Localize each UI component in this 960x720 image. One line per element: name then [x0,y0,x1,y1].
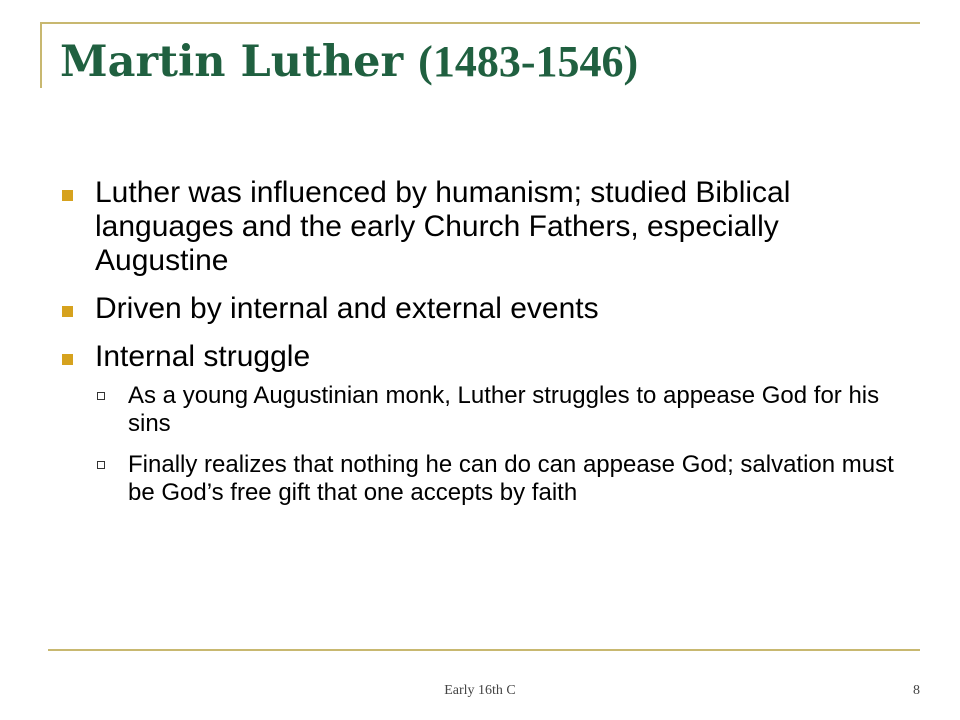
sub-bullet-list [95,382,900,507]
left-rule [40,22,42,88]
sub-bullet-item [95,451,900,507]
bullet-item [60,340,900,507]
title-years: (1483-1546) [418,37,639,86]
sub-bullet-item [95,382,900,438]
top-rule [40,22,920,24]
bullet-item [60,176,900,278]
bottom-rule [48,649,920,651]
square-bullet-icon [62,354,73,365]
sub-bullet-text: As a young Augustinian monk, Luther struggles to appease God for his sins [128,382,880,437]
slide-title [60,38,638,86]
hollow-square-bullet-icon [97,461,105,469]
bullet-text: Driven by internal and external events [95,292,599,325]
page-number: 8 [913,683,920,698]
hollow-square-bullet-icon [97,392,105,400]
title-name: Martin Luther [60,37,404,87]
sub-bullet-text: Finally realizes that nothing he can do can appease God; salvation must be God’s free gift that one accepts by faith [128,451,894,506]
square-bullet-icon [62,190,73,201]
bullet-item [60,292,900,326]
bullet-list [60,176,900,521]
square-bullet-icon [62,306,73,317]
bullet-text: Luther was influenced by humanism; studied Biblical languages and the early Church Fathers, especially Augustine [95,176,791,277]
footer-text: Early 16th C [444,683,516,698]
bullet-text: Internal struggle [95,340,311,373]
